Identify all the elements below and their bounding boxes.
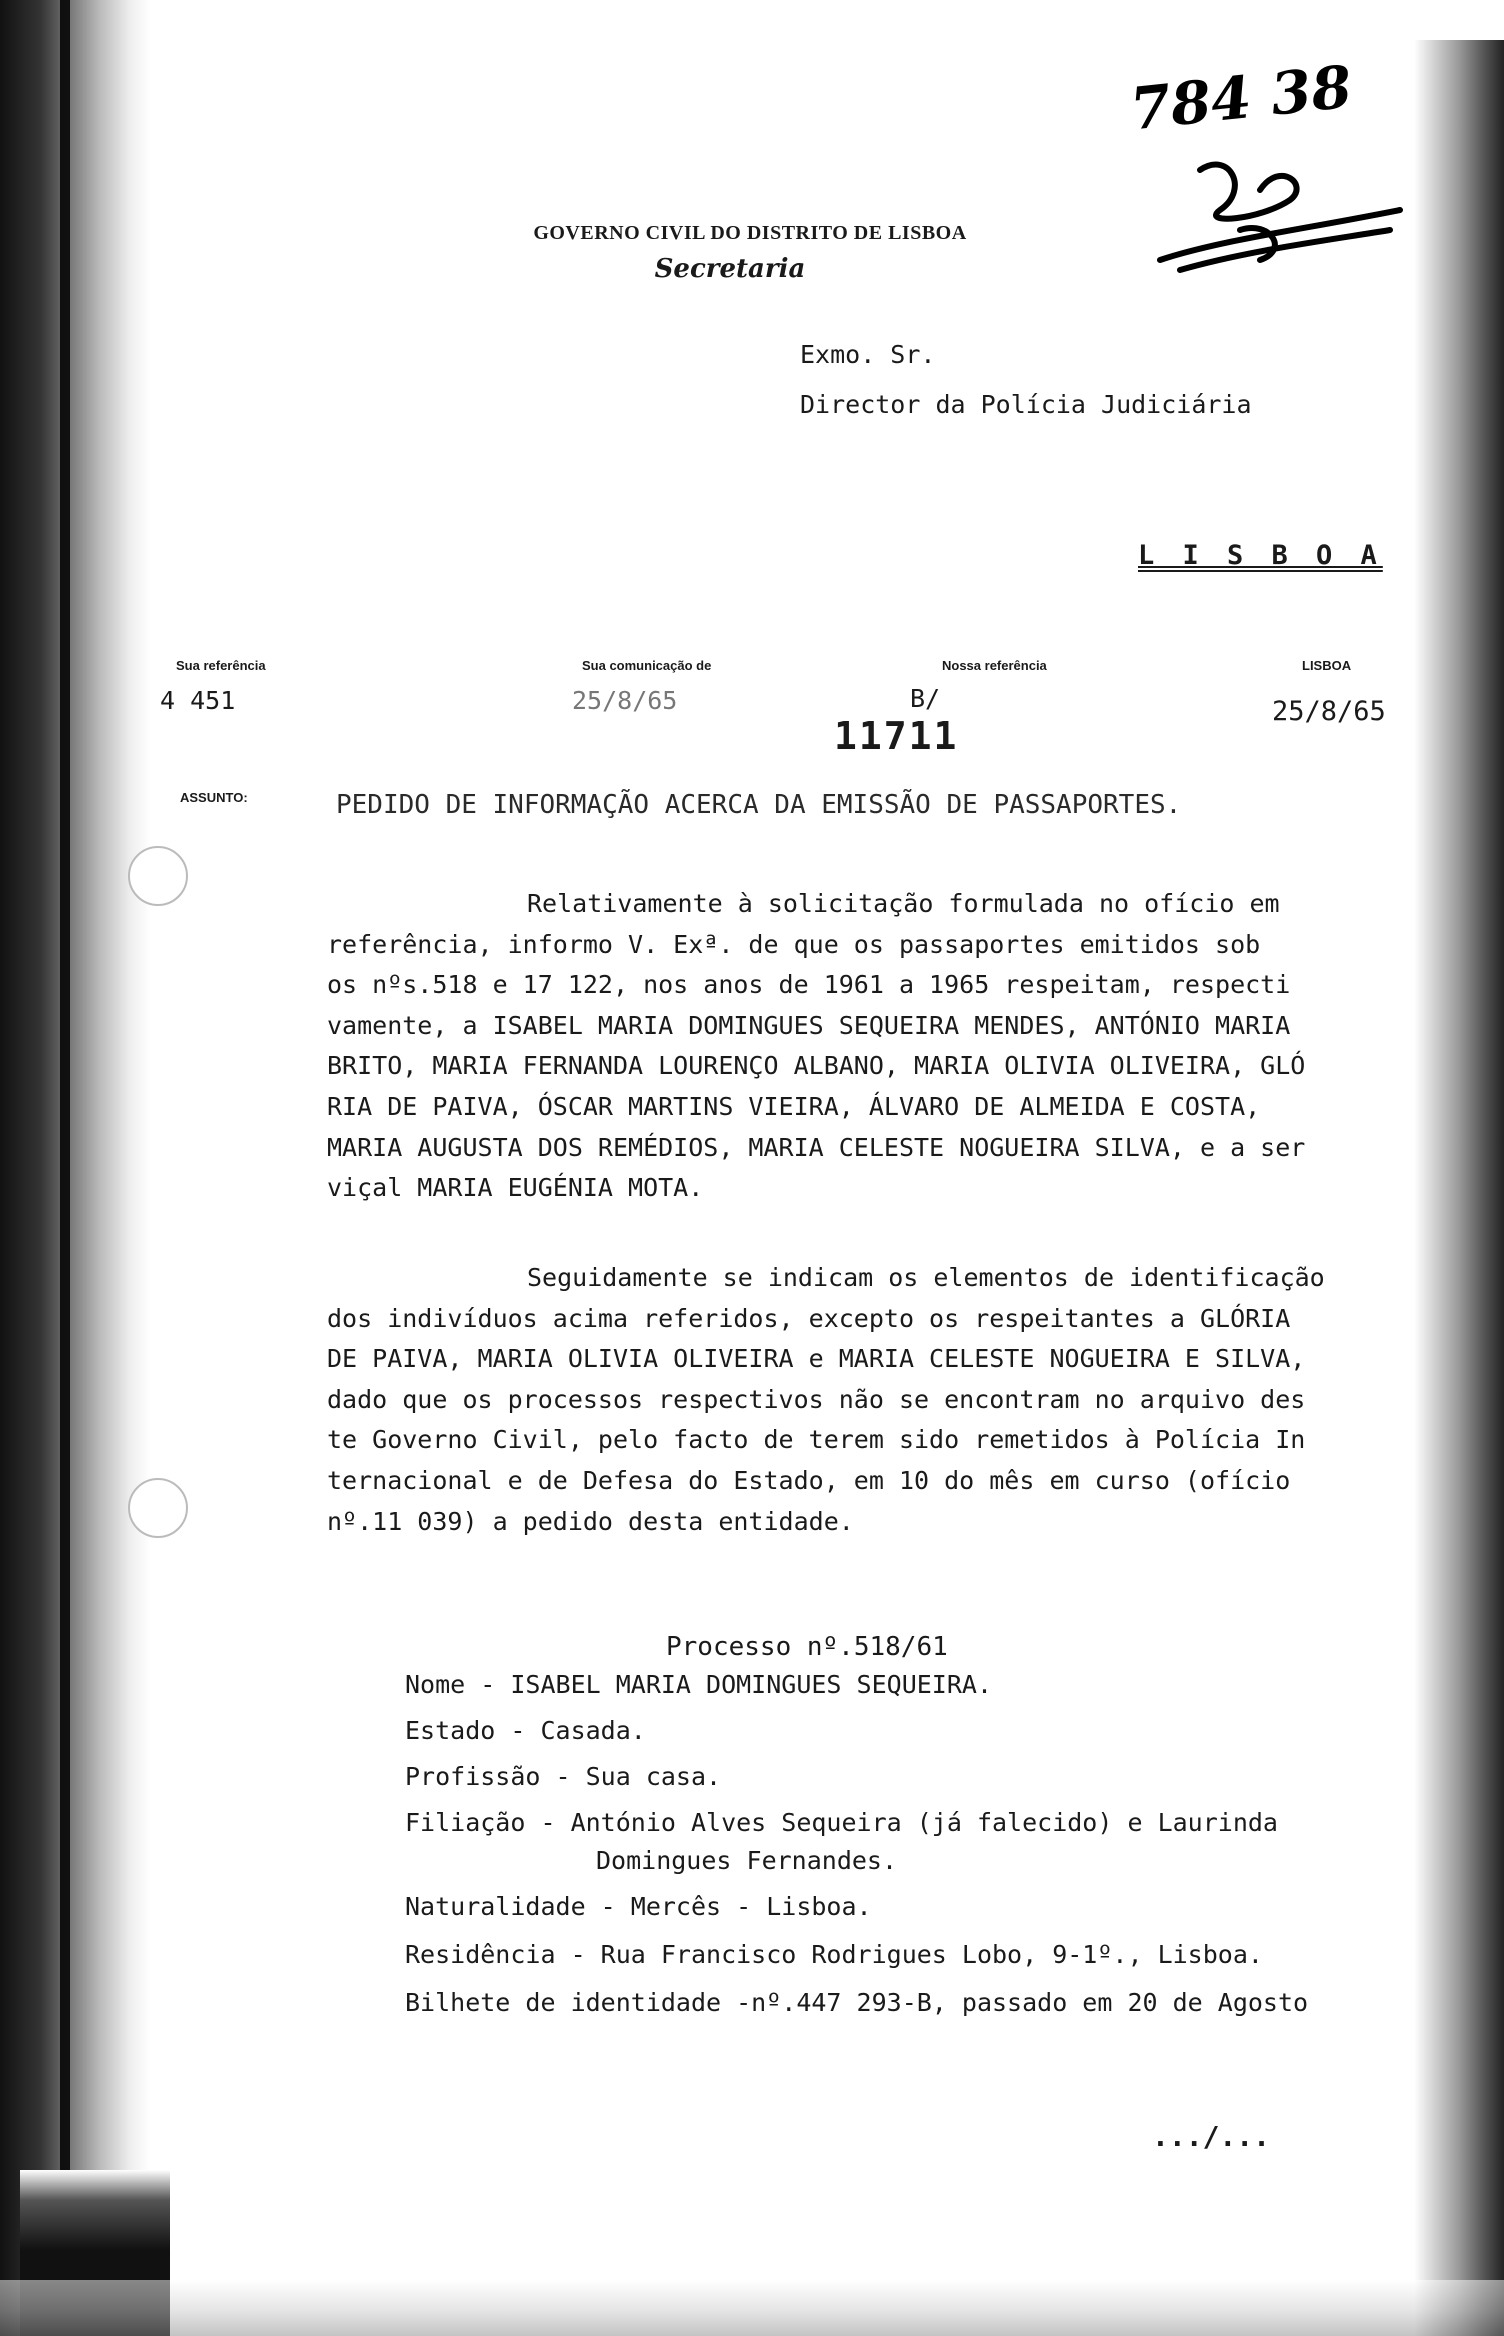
processo-nome: Nome - ISABEL MARIA DOMINGUES SEQUEIRA. [405, 1670, 992, 1699]
paragraph-line: dado que os processos respectivos não se encontram no arquivo des [327, 1384, 1306, 1414]
processo-naturalidade: Naturalidade - Mercês - Lisboa. [405, 1892, 872, 1921]
processo-estado: Estado - Casada. [405, 1716, 646, 1745]
subject-label: ASSUNTO: [180, 790, 248, 805]
paragraph-line: viçal MARIA EUGÉNIA MOTA. [327, 1173, 704, 1203]
continuation-mark: .../... [1152, 2120, 1271, 2153]
punch-hole [128, 846, 188, 906]
processo-title: Processo nº.518/61 [666, 1632, 948, 1662]
nossa-referencia-value: 11711 [834, 714, 959, 758]
paragraph-line: os nºs.518 e 17 122, nos anos de 1961 a 1965 respeitam, respecti [327, 970, 1291, 1000]
sua-referencia-label: Sua referência [176, 658, 266, 673]
paragraph-1 [327, 884, 1437, 1209]
letterhead-institution: GOVERNO CIVIL DO DISTRITO DE LISBOA [533, 222, 967, 244]
sua-referencia-value: 4 451 [160, 686, 236, 715]
lisboa-label: LISBOA [1302, 658, 1352, 673]
subject-text: PEDIDO DE INFORMAÇÃO ACERCA DA EMISSÃO DE PASSAPORTES. [336, 790, 1182, 820]
recipient-city: L I S B O A [1138, 540, 1383, 571]
paragraph-line: MARIA AUGUSTA DOS REMÉDIOS, MARIA CELESTE NOGUEIRA SILVA, e a ser [327, 1132, 1306, 1162]
letter-date: 25/8/65 [1272, 696, 1386, 727]
scan-left-edge [0, 0, 150, 2336]
paragraph-line: BRITO, MARIA FERNANDA LOURENÇO ALBANO, MARIA OLIVIA OLIVEIRA, GLÓ [327, 1051, 1306, 1081]
paragraph-line: te Governo Civil, pelo facto de terem sido remetidos à Polícia In [327, 1425, 1306, 1455]
paragraph-line: ternacional e de Defesa do Estado, em 10 do mês em curso (ofício [327, 1465, 1291, 1495]
punch-hole [128, 1478, 188, 1538]
processo-bilhete: Bilhete de identidade -nº.447 293-B, passado em 20 de Agosto [405, 1988, 1309, 2017]
scan-binding-strip [60, 0, 70, 2336]
handwritten-file-mark: 784 38 [1127, 52, 1355, 144]
paragraph-line: RIA DE PAIVA, ÓSCAR MARTINS VIEIRA, ÁLVARO DE ALMEIDA E COSTA, [327, 1091, 1261, 1121]
handwritten-signature-scribble [1140, 130, 1410, 280]
comunicacao-value: 25/8/65 [572, 686, 678, 715]
processo-residencia: Residência - Rua Francisco Rodrigues Lobo, 9-1º., Lisboa. [405, 1940, 1263, 1969]
paragraph-line: DE PAIVA, MARIA OLIVIA OLIVEIRA e MARIA CELESTE NOGUEIRA E SILVA, [327, 1344, 1306, 1374]
processo-profissao: Profissão - Sua casa. [405, 1762, 722, 1791]
paragraph-2 [327, 1258, 1437, 1542]
paragraph-line: vamente, a ISABEL MARIA DOMINGUES SEQUEIRA MENDES, ANTÓNIO MARIA [327, 1010, 1291, 1040]
nossa-referencia-prefix: B/ [910, 684, 941, 713]
recipient-title: Director da Polícia Judiciária [800, 390, 1252, 419]
comunicacao-label: Sua comunicação de [582, 658, 712, 673]
paragraph-line: referência, informo V. Exª. de que os passaportes emitidos sob [327, 929, 1261, 959]
paragraph-line: dos indivíduos acima referidos, excepto os respeitantes a GLÓRIA [327, 1303, 1291, 1333]
recipient-salutation: Exmo. Sr. [800, 340, 936, 369]
paragraph-line: Seguidamente se indicam os elementos de identificação [527, 1263, 1325, 1292]
processo-filiacao-cont: Domingues Fernandes. [596, 1846, 898, 1875]
nossa-referencia-label: Nossa referência [942, 658, 1047, 673]
letterhead-department: Secretaria [654, 254, 806, 284]
processo-filiacao: Filiação - António Alves Sequeira (já falecido) e Laurinda [405, 1808, 1278, 1837]
scan-bottom-shadow [0, 2280, 1504, 2336]
paragraph-line: Relativamente à solicitação formulada no ofício em [527, 889, 1280, 918]
paragraph-line: nº.11 039) a pedido desta entidade. [327, 1506, 854, 1536]
